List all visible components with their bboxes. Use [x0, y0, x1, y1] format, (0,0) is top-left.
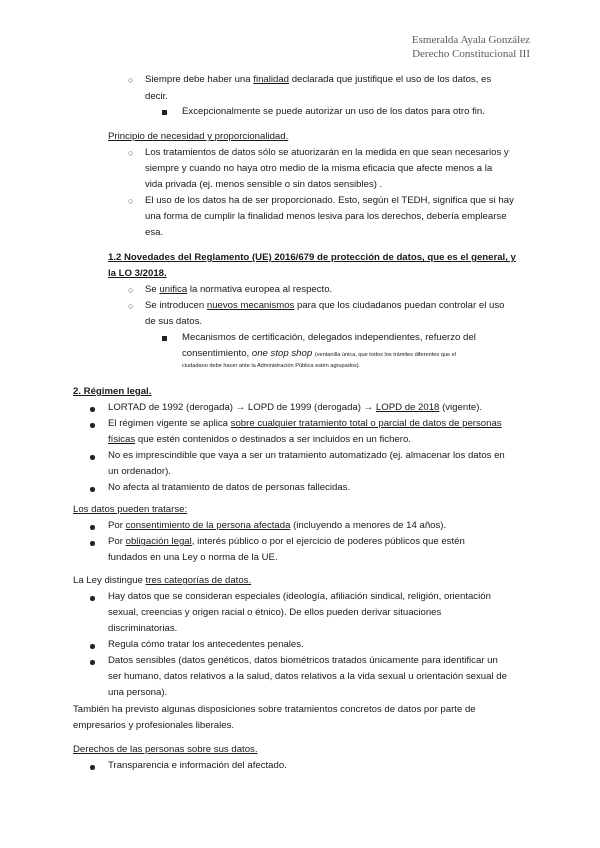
list-item: Transparencia e información del afectado.: [108, 760, 287, 771]
list-item-continuation: sexual, creencias y origen racial o étnico). De ellos pueden derivar situaciones: [108, 607, 442, 618]
section-heading: La Ley distingue tres categorías de datos.: [73, 575, 252, 586]
dot-bullet-icon: [90, 541, 95, 546]
page-header: [412, 33, 530, 61]
list-item: Por obligación legal, interés público o por el ejercicio de poderes públicos que estén: [108, 536, 465, 547]
section-heading: 2. Régimen legal.: [73, 386, 152, 397]
list-item-continuation: una forma de cumplir la finalidad menos lesiva para los derechos, debería emplearse: [145, 211, 507, 222]
circle-bullet-icon: ○: [128, 196, 134, 206]
list-item: No es imprescindible que vaya a ser un tratamiento automatizado (ej. almacenar los datos en: [108, 450, 505, 461]
dot-bullet-icon: [90, 644, 95, 649]
section-heading: Derechos de las personas sobre sus datos.: [73, 744, 258, 755]
dot-bullet-icon: [90, 765, 95, 770]
list-item-continuation: discriminatorias.: [108, 623, 178, 634]
list-item-continuation: decir.: [145, 91, 168, 102]
list-item: Por consentimiento de la persona afectada (incluyendo a menores de 14 años).: [108, 520, 447, 531]
list-item: Regula cómo tratar los antecedentes penales.: [108, 639, 304, 650]
circle-bullet-icon: ○: [128, 285, 134, 295]
list-item-continuation: vida privada (ej. menos sensible o sin datos sensibles) .: [145, 179, 383, 190]
list-item: Se unifica la normativa europea al respecto.: [145, 284, 333, 295]
dot-bullet-icon: [90, 525, 95, 530]
section-heading: Principio de necesidad y proporcionalidad.: [108, 131, 289, 142]
dot-bullet-icon: [90, 660, 95, 665]
circle-bullet-icon: ○: [128, 148, 134, 158]
list-item: Mecanismos de certificación, delegados independientes, refuerzo del: [182, 332, 476, 343]
list-item: Siempre debe haber una finalidad declarada que justifique el uso de los datos, es: [145, 74, 492, 85]
list-item: No afecta al tratamiento de datos de personas fallecidas.: [108, 482, 351, 493]
paragraph-line: empresarios y profesionales liberales.: [73, 720, 235, 731]
circle-bullet-icon: ○: [128, 301, 134, 311]
list-item: LORTAD de 1992 (derogada) → LOPD de 1999 (derogada) → LOPD de 2018 (vigente).: [108, 402, 483, 413]
list-item-continuation: siempre y cuando no haya otro medio de la misma eficacia que afecte menos a la: [145, 163, 493, 174]
paragraph-line: También ha previsto algunas disposiciones sobre tratamientos concretos de datos por parte de: [73, 704, 476, 715]
list-item-continuation: esa.: [145, 227, 164, 238]
square-bullet-icon: [162, 336, 167, 341]
list-item: Excepcionalmente se puede autorizar un uso de los datos para otro fin.: [182, 106, 485, 117]
dot-bullet-icon: [90, 455, 95, 460]
author-name: Esmeralda Ayala González: [411, 34, 530, 46]
list-item-continuation: físicas que estén contenidos o destinados a ser incluidos en un fichero.: [108, 434, 411, 445]
list-item-continuation: una persona).: [108, 687, 168, 698]
list-item-continuation: ser humano, datos relativos a la salud, datos relativos a la vida sexual u orientación sexual de: [108, 671, 507, 682]
list-item: Se introducen nuevos mecanismos para que los ciudadanos puedan controlar el uso: [145, 300, 505, 311]
list-item-continuation: un ordenador).: [108, 466, 171, 477]
dot-bullet-icon: [90, 487, 95, 492]
square-bullet-icon: [162, 110, 167, 115]
subject-name: Derecho Constitucional III: [412, 48, 530, 60]
list-item-continuation: ciudadano debe hacer ante la Administración Pública estén agrupados).: [182, 363, 361, 369]
list-item: Los tratamientos de datos sólo se atuorizarán en la medida en que sean necesarios y: [145, 147, 509, 158]
list-item-continuation: fundados en una Ley o norma de la UE.: [108, 552, 278, 563]
list-item: Datos sensibles (datos genéticos, datos biométricos tratados únicamente para identificar un: [108, 655, 498, 666]
circle-bullet-icon: ○: [128, 75, 134, 85]
list-item-continuation: consentimiento, one stop shop (ventanilla única, que todos los trámites diferentes que el: [182, 348, 456, 359]
dot-bullet-icon: [90, 407, 95, 412]
section-heading: 1.2 Novedades del Reglamento (UE) 2016/679 de protección de datos, que es el general, y: [108, 252, 516, 263]
dot-bullet-icon: [90, 596, 95, 601]
list-item-continuation: de sus datos.: [145, 316, 203, 327]
dot-bullet-icon: [90, 423, 95, 428]
list-item: El régimen vigente se aplica sobre cualquier tratamiento total o parcial de datos de personas: [108, 418, 502, 429]
list-item: Hay datos que se consideran especiales (ideología, afiliación sindical, religión, orientación: [108, 591, 491, 602]
section-heading: Los datos pueden tratarse:: [73, 504, 188, 515]
list-item: El uso de los datos ha de ser proporcionado. Esto, según el TEDH, significa que si hay: [145, 195, 514, 206]
section-heading-continuation: la LO 3/2018.: [108, 268, 167, 279]
